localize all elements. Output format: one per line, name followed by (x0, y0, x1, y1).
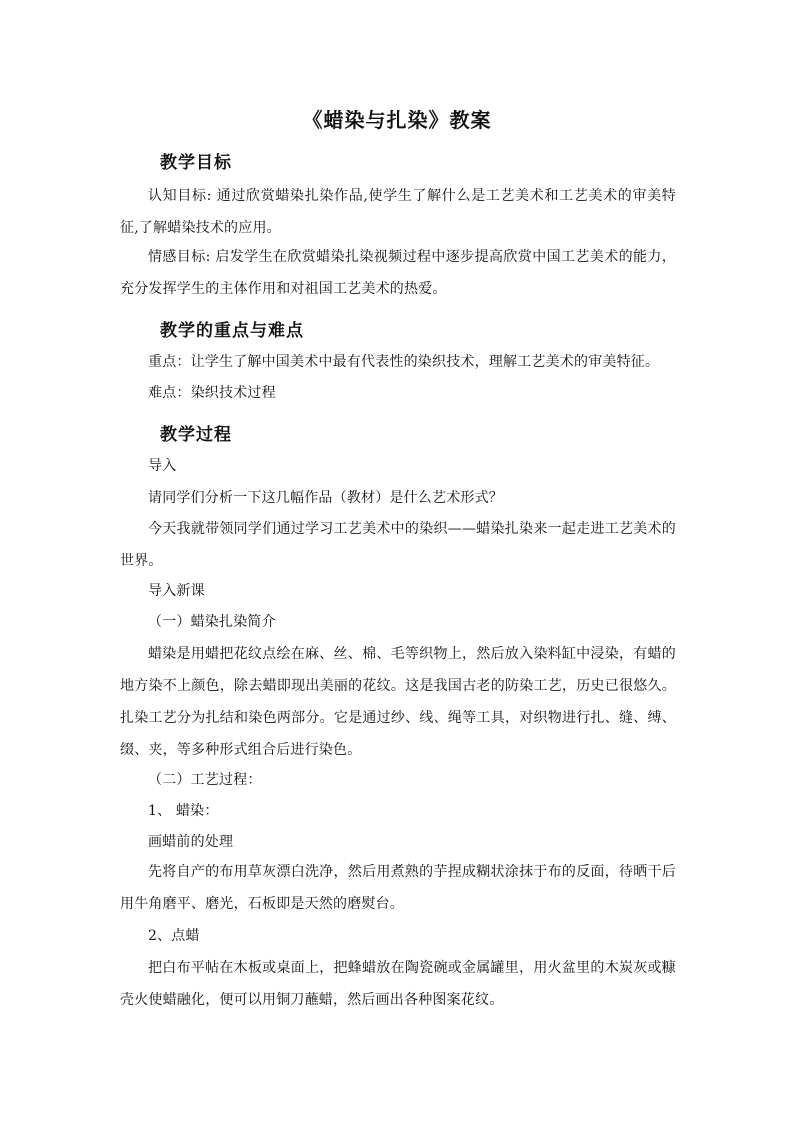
paragraph-emotional-objective: 情感目标: 启发学生在欣赏蜡染扎染视频过程中逐步提高欣赏中国工艺美术的能力，充分发挥学生的主体作用和对祖国工艺美术的热爱。 (120, 249, 676, 297)
heading-objectives: 教学目标 (160, 153, 232, 173)
paragraph-intro-lead: 今天我就带领同学们通过学习工艺美术中的染织——蜡染扎染来一起走进工艺美术的世界。 (120, 521, 676, 569)
paragraph-difficulty: 难点：染织技术过程 (148, 385, 276, 401)
paragraph-intro-label: 导入 (148, 458, 177, 474)
heading-process: 教学过程 (160, 425, 232, 445)
paragraph-step1-title: 1、 蜡染： (148, 803, 219, 819)
paragraph-step2-title: 2、点蜡 (148, 928, 200, 944)
paragraph-new-lesson-label: 导入新课 (148, 583, 205, 599)
heading-key-points: 教学的重点与难点 (160, 321, 304, 341)
paragraph-focus: 重点：让学生了解中国美术中最有代表性的染织技术，理解工艺美术的审美特征。 (148, 354, 660, 370)
paragraph-intro-question: 请同学们分析一下这几幅作品（教材）是什么艺术形式？ (148, 490, 503, 506)
paragraph-step1-body: 先将自产的布用草灰漂白洗净，然后用煮熟的芋捏成糊状涂抹于布的反面，待晒干后用牛角磨平、磨光，石板即是天然的磨熨台。 (120, 864, 676, 912)
paragraph-step2-body: 把白布平帖在木板或桌面上，把蜂蜡放在陶瓷碗或金属罐里，用火盆里的木炭灰或糠壳火使蜡融化，便可以用铜刀蘸蜡，然后画出各种图案花纹。 (120, 960, 676, 1008)
paragraph-cognitive-objective: 认知目标: 通过欣赏蜡染扎染作品,使学生了解什么是工艺美术和工艺美术的审美特征,了解蜡染技术的应用。 (120, 188, 676, 236)
paragraph-part1-body: 蜡染是用蜡把花纹点绘在麻、丝、棉、毛等织物上，然后放入染料缸中浸染，有蜡的地方染不上颜色，除去蜡即现出美丽的花纹。这是我国古老的防染工艺，历史已很悠久。扎染工艺分为扎结和染色两部分。它是通过纱、线、绳等工具，对织物进行扎、缝、缚、缀、夹，等多种形式组合后进行染色。 (120, 646, 676, 758)
paragraph-part1-title: （一）蜡染扎染简介 (148, 614, 276, 630)
paragraph-step1-sub: 画蜡前的处理 (148, 834, 234, 850)
document-title: 《蜡染与扎染》教案 (302, 108, 492, 132)
paragraph-part2-title: （二）工艺过程： (148, 772, 262, 788)
